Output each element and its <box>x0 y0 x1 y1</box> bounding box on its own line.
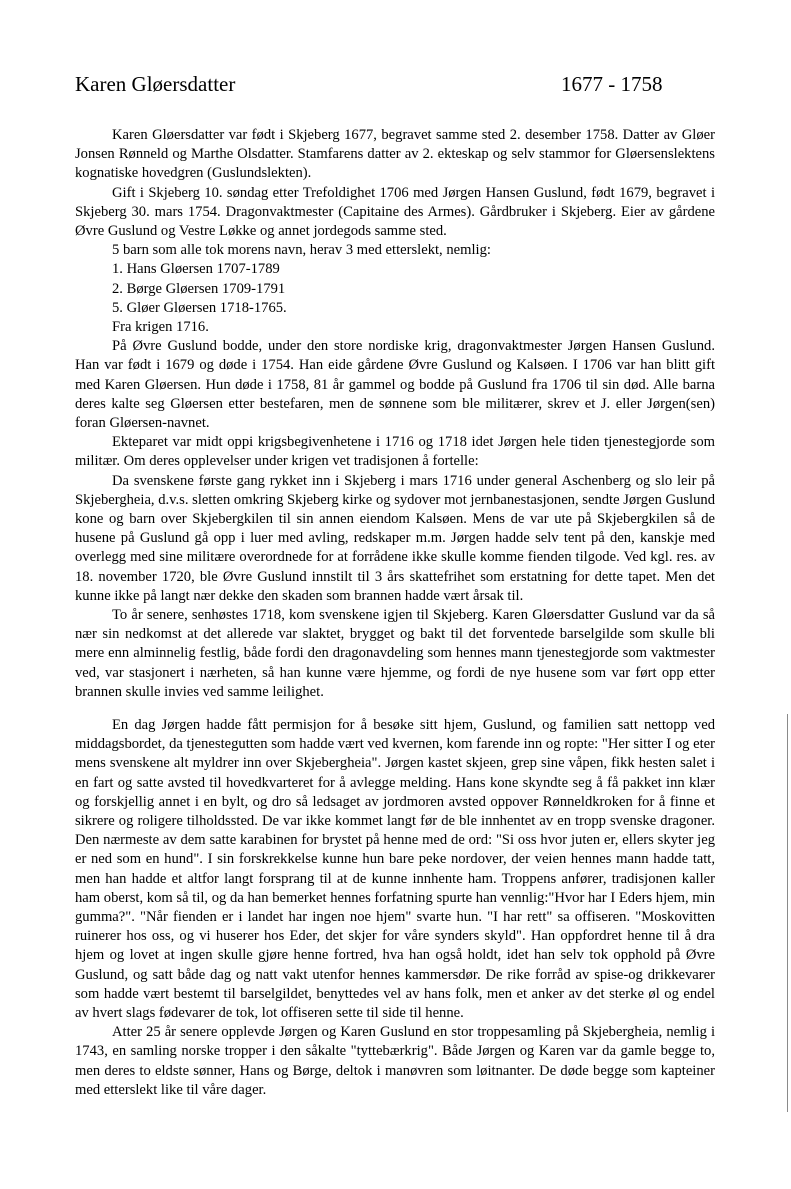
margin-rule <box>787 714 788 1112</box>
paragraph-1718-return: To år senere, senhøstes 1718, kom svenskene igjen til Skjeberg. Karen Gløersdatter Guslund var da så nær sin nedkomst at det allerede var slaktet, brygget og bakt til det forventede barselgilde som skulle bli mere enn alminnelig festlig, både fordi den dragonavdeling som hennes mann tjenestegjorde som vaktmester ved, var stasjonert i nærheten, så han kunne være hjemme, og fordi de nye husene som var ført opp etter brannen skulle invies ved samme leilighet. <box>75 607 715 700</box>
person-name-heading: Karen Gløersdatter <box>75 72 236 96</box>
story-text-block <box>75 716 715 1100</box>
life-years-heading: 1677 - 1758 <box>561 72 663 96</box>
paragraph-1716-fire: Da svenskene første gang rykket inn i Skjeberg i mars 1716 under general Aschenberg og slo leir på Skjebergheia, d.v.s. sletten omkring Skjeberg kirke og sydover mot jernbanestasjonen, sendte Jørgen Guslund kone og barn over Skjebergkilen til sin annen eiendom Kalsøen. Mens de var ute på Skjebergkilen så de husene på Guslund gå opp i luer med avling, redskaper m.m. Jørgen hadde selv tent på den, kanskje med overlegg med sine militære overordnede for at forrådene ikke skulle komme fienden tilgode. Ved kgl. res. av 18. november 1720, ble Øvre Guslund innstilt til 3 års skattefrihet som erstatning for dette tapet. Men det kunne ikke på langt nær dekke den skaden som brannen hadde vært årsak til. <box>75 472 715 604</box>
section-heading-war: Fra krigen 1716. <box>112 319 209 336</box>
child-list-item: 1. Hans Gløersen 1707-1789 <box>112 261 280 278</box>
paragraph-children-intro: 5 barn som alle tok morens navn, herav 3 med etterslekt, nemlig: <box>112 242 491 259</box>
paragraph-guslund: På Øvre Guslund bodde, under den store nordiske krig, dragonvaktmester Jørgen Hansen Guslund. Han var født i 1679 og døde i 1754. Han eide gårdene Øvre Guslund og Kalsøen. I 1706 var han blitt gift med Karen Gløersen. Hun døde i 1758, 81 år gammel og bodde på Guslund fra 1706 til sin død. Alle barna deres kalte seg Gløersen etter bestefaren, men de sønnene som ble militærer, skrev et J. eller Jørgen(sen) foran Gløersen-navnet. <box>75 338 715 432</box>
paragraph-1743-assembly: Atter 25 år senere opplevde Jørgen og Karen Guslund en stor troppesamling på Skjebergheia, nemlig i 1743, en samling norske tropper i den såkalte "tyttebærkrig". Både Jørgen og Karen var da gamle begge to, men deres to eldste sønner, Hans og Børge, deltok i manøvren som løitnanter. De døde begge som kapteiner med etterslekt like til våre dager. <box>75 1024 715 1098</box>
paragraph-marriage: Gift i Skjeberg 10. søndag etter Trefoldighet 1706 med Jørgen Hansen Guslund, født 1679, begravet i Skjeberg 30. mars 1754. Dragonvaktmester (Capitaine des Armes). Gårdbruker i Skjeberg. Eier av gårdene Øvre Guslund og Vestre Løkke og annet jordegods samme sted. <box>75 184 715 240</box>
paragraph-war-events: Ekteparet var midt oppi krigsbegivenhetene i 1716 og 1718 idet Jørgen hele tiden tjenestegjorde som militær. Om deres opplevelser under krigen vet tradisjonen å fortelle: <box>75 434 715 470</box>
paragraph-birth: Karen Gløersdatter var født i Skjeberg 1677, begravet samme sted 2. desember 1758. Datter av Gløer Jonsen Rønneld og Marthe Olsdatter. Stamfarens datter av 2. ekteskap og selv stammor for Gløersenslektens kognatiske hovedgren (Guslundslekten). <box>75 127 715 182</box>
paragraph-dragoon-story: En dag Jørgen hadde fått permisjon for å besøke sitt hjem, Guslund, og familien satt nettopp ved middagsbordet, da tjenestegutten som hadde vært ved kvernen, kom farende inn og ropte: "Her sitter I og eter mens svenskene alt myldrer inn over Skjebergheia". Jørgen kastet skjeen, grep sine våpen, fikk hesten salet i en fart og satte avsted til hovedkvarteret for å avlegge melding. Hans kone skyndte seg å få pakket inn klær og forskjellig annet i en bylt, og dro så ledsaget av jordmoren avsted oppover Rønneldkroken for å finne et sikrere og roligere tilholdssted. De var ikke kommet langt før de ble innhentet av en tropp svenske dragoner. Den nærmeste av dem satte karabinen for brystet på henne med de ord: "Si oss hvor juten er, ellers skyter jeg er ned som en hund". I sin forskrekkelse kunne hun bare peke nordover, der veien hennes mann hadde tatt, men han hadde et altfor langt forsprang til at de kunne innhente ham. Troppens anfører, tradisjonen kaller ham oberst, kom så til, og da han bemerket hennes forfatning spurte han vennlig:"Hvor har I Eders hjem, min gumma?". "Når fienden er i landet har ingen noe hjem" svarte hun. "I har rett" sa offiseren. "Moskovitten ruinerer hos oss, og vi huserer hos Eder, det skjer for våre synders skyld". Han oppfordret henne til å dra hjem og lovet at ingen skulle gjøre henne fortred, hva han også holdt, idet han selv tok opphold på Øvre Guslund, og satt både dag og natt vakt utenfor hennes kammersdør. De rike forråd av spise-og drikkevarer som hadde vært bestemt til barselgildet, benyttedes vel av hans folk, men et anker av det sterke øl og endel av hvert slags fødevarer de tok, lot offiseren sette til side til henne. <box>75 717 715 1022</box>
page-header <box>75 70 675 100</box>
biography-text-block <box>75 126 715 702</box>
child-list-item: 2. Børge Gløersen 1709-1791 <box>112 280 286 297</box>
child-list-item: 5. Gløer Gløersen 1718-1765. <box>112 299 287 316</box>
